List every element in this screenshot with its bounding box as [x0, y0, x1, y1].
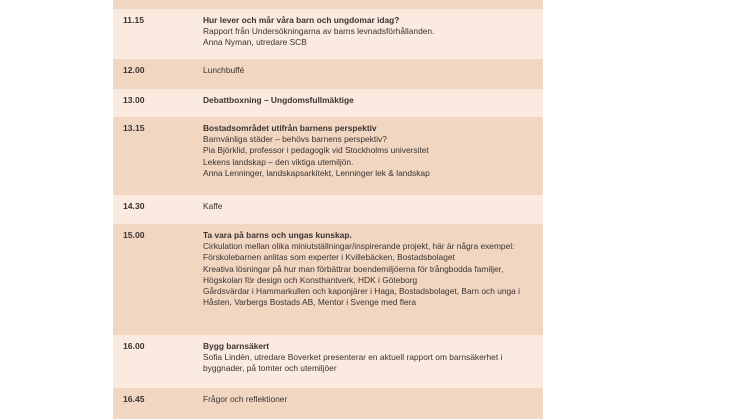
schedule-row-1115 [113, 9, 543, 59]
row-time: 14.30 [123, 201, 145, 211]
row-time: 15.00 [123, 230, 145, 240]
row-line: Högskolan för design och Konsthantverk, HDK i Göteborg [203, 274, 418, 285]
row-line: Rapport från Undersökningarna av barns levnadsförhållanden. [203, 26, 435, 37]
schedule-row-1645 [113, 388, 543, 419]
schedule-row-1430 [113, 195, 543, 224]
row-time: 13.15 [123, 123, 145, 133]
row-time: 12.00 [123, 65, 145, 75]
schedule-row-1200 [113, 59, 543, 89]
row-time: 13.00 [123, 95, 145, 105]
row-line: Kaffe [203, 201, 223, 211]
schedule-row-header-strip [113, 0, 543, 9]
row-line: Anna Nyman, utredare SCB [203, 37, 307, 48]
row-title: Debattboxning – Ungdomsfullmäktige [203, 95, 354, 105]
row-line: Kreativa lösningar på hur man förbättrar boendemiljöerna för trångbodda familjer, [203, 263, 504, 274]
row-line: Förskolebarnen anlitas som experter i Kvillebäcken, Bostadsbolaget [203, 252, 455, 263]
row-time: 11.15 [123, 15, 145, 25]
row-line: Frågor och reflektioner [203, 394, 288, 404]
row-line: Barnvänliga städer – behövs barnens perspektiv? [203, 134, 387, 145]
schedule-table [113, 0, 543, 419]
schedule-row-1600 [113, 335, 543, 388]
row-line: Gårdsvärdar i Hammarkullen och kaponjärer i Haga, Bostadsbolaget, Barn och unga i Håsten, Varbergs Bostads AB, Mentor i Svenge med flera [203, 286, 521, 308]
row-time: 16.45 [123, 394, 145, 404]
schedule-row-1500 [113, 224, 543, 335]
schedule-row-1300 [113, 89, 543, 117]
row-line: Anna Lenninger, landskapsarkitekt, Lenninger lek & landskap [203, 167, 430, 178]
row-title: Bostadsområdet utifrån barnens perspektiv [203, 123, 377, 133]
row-line: Cirkulation mellan olika miniutställningar/inspirerande projekt, här är några exempel: [203, 241, 515, 252]
row-title: Bygg barnsäkert [203, 341, 270, 351]
row-line: Sofia Lindén, utredare Boverket presenterar en aktuell rapport om barnsäkerhet i byggnader, på tomter och utemiljöer [203, 352, 503, 374]
row-title: Hur lever och mår våra barn och ungdomar idag? [203, 15, 400, 25]
row-line: Lunchbuffé [203, 65, 245, 75]
schedule-row-1315 [113, 117, 543, 195]
row-line: Pia Björklid, professor i pedagogik vid Stockholms universitet [203, 145, 429, 156]
row-title: Ta vara på barns och ungas kunskap. [203, 230, 352, 240]
row-time: 16.00 [123, 341, 145, 351]
row-line: Lekens landskap – den viktiga utemiljön. [203, 156, 354, 167]
